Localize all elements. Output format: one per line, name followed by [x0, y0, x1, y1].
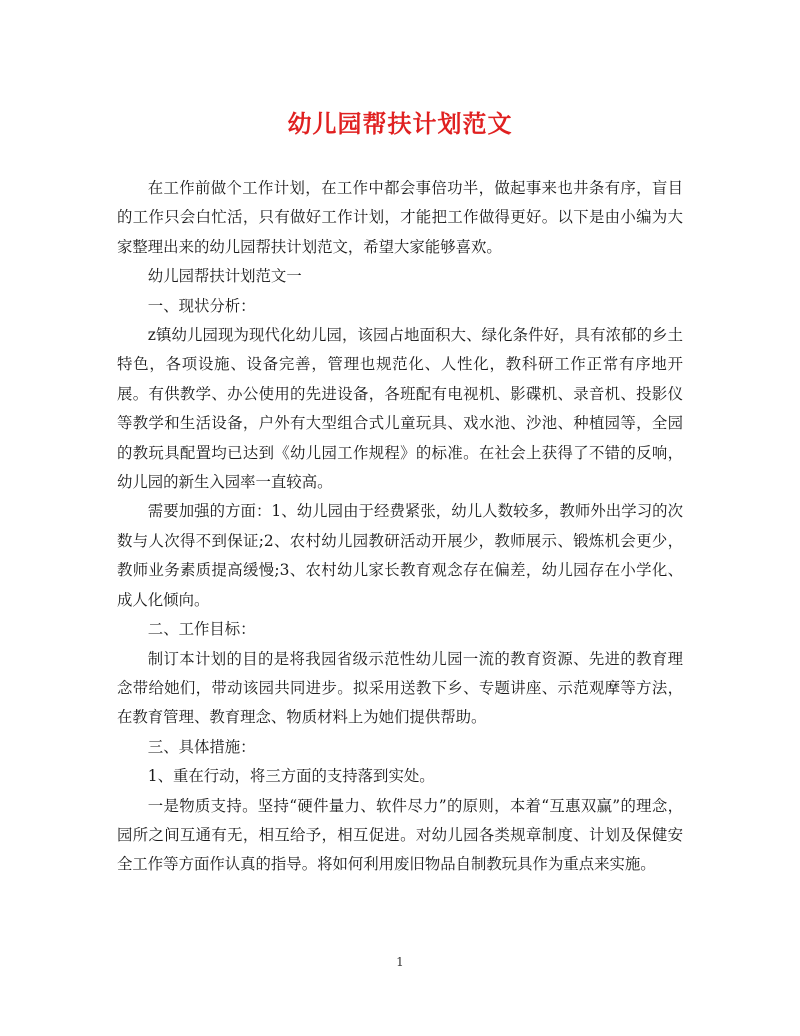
section-heading-status: 一、现状分析：: [147, 296, 256, 315]
section-heading-plan-one: 幼儿园帮扶计划范文一: [147, 267, 302, 286]
improvement-paragraph: 需要加强的方面：1、幼儿园由于经费紧张，幼儿人数较多，教师外出学习的次数与人次得不到保证;2、农村幼儿园教研活动开展少，教师展示、锻炼机会更少，教师业务素质提高缓慢;3、农村幼儿家长教育观念存在偏差，幼儿园存在小学化、成人化倾向。: [117, 502, 683, 609]
intro-paragraph: 在工作前做个工作计划，在工作中都会事倍功半，做起事来也井条有序，盲目的工作只会白忙活，只有做好工作计划，才能把工作做得更好。以下是由小编为大家整理出来的幼儿园帮扶计划范文，希望大家能够喜欢。: [117, 179, 683, 256]
document-body: [117, 174, 683, 880]
section-heading-measures: 三、具体措施：: [147, 737, 256, 756]
goals-paragraph: 制订本计划的目的是将我园省级示范性幼儿园一流的教育资源、先进的教育理念带给她们，带动该园共同进步。拟采用送教下乡、专题讲座、示范观摩等方法，在教育管理、教育理念、物质材料上为她们提供帮助。: [117, 649, 683, 727]
measure-item-1: 1、重在行动，将三方面的支持落到实处。: [147, 767, 435, 786]
document-title: 幼儿园帮扶计划范文: [287, 109, 513, 138]
material-support-paragraph: 一是物质支持。坚持“硬件量力、软件尽力”的原则，本着“互惠双赢”的理念，园所之间互通有无，相互给予，相互促进。对幼儿园各类规章制度、计划及保健安全工作等方面作认真的指导。将如何利用废旧物品自制教玩具作为重点来实施。: [117, 796, 683, 874]
page-number: 1: [396, 955, 404, 969]
section-heading-goals: 二、工作目标：: [147, 620, 256, 639]
status-paragraph: z镇幼儿园现为现代化幼儿园，该园占地面积大、绿化条件好，具有浓郁的乡土特色，各项设施、设备完善，管理也规范化、人性化，教科研工作正常有序地开展。有供教学、办公使用的先进设备，各班配有电视机、影碟机、录音机、投影仪等教学和生活设备，户外有大型组合式儿童玩具、戏水池、沙池、种植园等，全园的教玩具配置均已达到《幼儿园工作规程》的标准。在社会上获得了不错的反响，幼儿园的新生入园率一直较高。: [117, 326, 683, 492]
